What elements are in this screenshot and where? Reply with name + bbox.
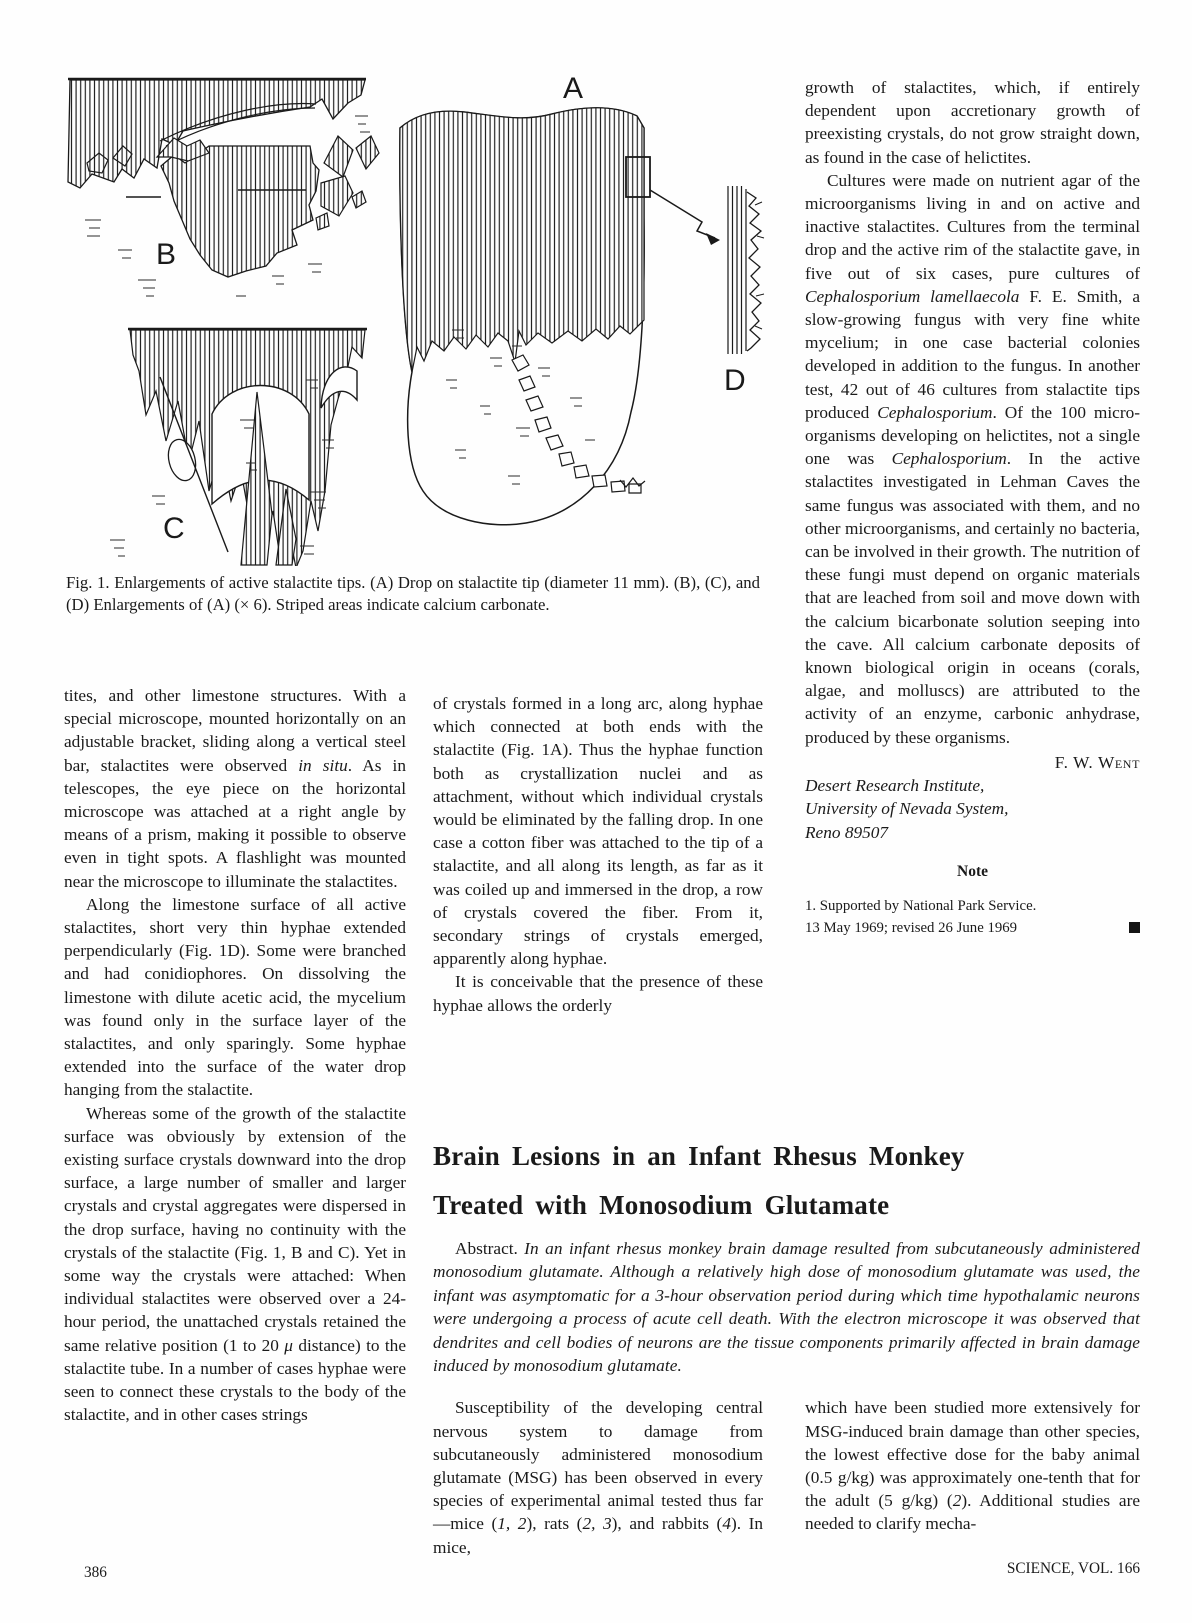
panel-label-c: C: [163, 512, 185, 545]
article2: [433, 1138, 1140, 1559]
panel-label-a: A: [563, 72, 584, 105]
panel-label-d: D: [724, 364, 746, 397]
article1-right-column: [805, 76, 1140, 939]
article2-title: [433, 1138, 1140, 1223]
figure-1: [60, 68, 765, 566]
article1-middle-column: [433, 692, 763, 1017]
article2-title-line1: Brain Lesions in an Infant Rhesus Monkey: [433, 1141, 965, 1171]
journal-footer: SCIENCE, VOL. 166: [1006, 1560, 1140, 1577]
article2-body-columns: [433, 1396, 1141, 1557]
figure-panel-d: [724, 186, 764, 397]
article2-abstract: Abstract. In an infant rhesus monkey brain damage resulted from subcutaneously administered monosodium glutamate. Although a relatively high dose of monosodium glutamate was used, the infant was asymptomatic for a 3-hour observation period during which time hypothalamic neurons were undergoing a process of acute cell death. With the electron microscope it was observed that dendrites and cell bodies of neurons are the tissue components primarily affected in brain damage induced by monosodium glutamate.: [433, 1239, 1140, 1376]
paragraph-a1-mid-2: It is conceivable that the presence of these hyphae allows the orderly: [433, 972, 763, 1015]
callout-arrow: [650, 190, 715, 238]
note-section: [805, 895, 1140, 939]
note-item: 1. Supported by National Park Service.: [805, 897, 1037, 914]
affiliation-line: Desert Research Institute,: [805, 776, 985, 796]
article2-title-line2: Treated with Monosodium Glutamate: [433, 1190, 890, 1220]
stalactite-wall-lines: [728, 186, 746, 354]
crystal-fragment: [316, 136, 379, 230]
paragraph-a1-left-1: tites, and other limestone structures. With a special microscope, mounted horizontally on an adjustable bracket, sliding along a vertical steel bar, stalactites were observed in situ. As in telescopes, the eye piece on the horizontal microscope was attached at a right angle by means of a prism, making it possible to observe even in tight spots. A flashlight was mounted near the microscope to illuminate the stalactites.: [64, 686, 406, 891]
callout-arrowhead: [706, 233, 720, 245]
paragraph-a1-left-2: Along the limestone surface of all active stalactites, short very thin hyphae extended perpendicularly (Fig. 1D). Some were branched and had conidiophores. On dissolving the limestone with dilute acetic acid, the mycelium was found only in the surface layer of the stalactites, and only sparingly. Some hyphae extended into the surface of the water drop hanging from the stalactite.: [64, 894, 406, 1100]
figure-1-drawing: [60, 68, 765, 566]
paragraph-a2-left-1: Susceptibility of the developing central nervous system to damage from subcutaneously administered monosodium glutamate (MSG) has been observed in every species of experimental animal tested thus far—mice (1, 2), rats (2, 3), and rabbits (4). In mice,: [433, 1398, 764, 1557]
note-section-heading: Note: [957, 862, 988, 880]
author-signature: F. W. Went: [1054, 752, 1140, 772]
end-of-article-marker: [1129, 922, 1140, 933]
stalactite-hatched: [400, 108, 644, 372]
crystal-inclusion: [164, 436, 199, 483]
article2-left-column: [433, 1396, 763, 1558]
affiliation-line: Reno 89507: [805, 822, 889, 842]
paragraph-a1-mid-1: of crystals formed in a long arc, along hyphae which connected at both ends with the stalactite (Fig. 1A). Thus the hyphae function both as crystallization nuclei and as attachment, without which individual crystals would be eliminated by the falling drop. In one case a cotton fiber was attached to the tip of a stalactite, and all along its length, as far as it was coiled up and immersed in the drop, a row of crystals covered the fiber. From it, secondary strings of crystals emerged, apparently along hyphae.: [433, 694, 763, 969]
panel-label-b: B: [156, 238, 177, 271]
paragraph-a1-right-1: growth of stalactites, which, if entirely dependent upon accretionary growth of preexisting crystals, do not grow straight down, as found in the case of helictites.: [805, 78, 1140, 167]
author-affiliation: [805, 774, 1140, 844]
paragraph-a1-left-3: Whereas some of the growth of the stalactite surface was obviously by extension of the existing surface crystals downward into the drop surface, a large number of smaller and larger crystals and crystal aggregates were dispersed in the drop surface, having no continuity with the crystals of the stalactite (Fig. 1, B and C). Yet in some way the crystals were attached: When individual stalactites were observed over a 24-hour period, the unattached crystals retained the same relative position (1 to 20 μ distance) to the stalactite tube. In a number of cases hyphae were seen to connect these crystals to the body of the stalactite, and in other cases strings: [64, 1103, 406, 1425]
note-dates: 13 May 1969; revised 26 June 1969: [805, 919, 1018, 936]
paragraph-a2-right-1: which have been studied more extensively for MSG-induced brain damage than other species, the lowest effective dose for the baby animal (0.5 g/kg) was approximately one-tenth that for the adult (5 g/kg) (2). Additional studies are needed to clarify mecha-: [805, 1398, 1141, 1534]
figure-1-caption: Fig. 1. Enlargements of active stalactite tips. (A) Drop on stalactite tip (diameter 11 mm). (B), (C), and (D) Enlargements of (A) (× 6). Striped areas indicate calcium carbonate.: [66, 573, 760, 614]
figure-panel-b: [68, 79, 379, 277]
crystal-blob: [161, 146, 319, 277]
hyphae-ticks: [755, 202, 764, 329]
paragraph-a1-right-2: Cultures were made on nutrient agar of the microorganisms living in and on active and inactive stalactites. Cultures from the terminal drop and the active rim of the stalactite gave, in five out of six cases, pure cultures of Cephalosporium lamellaecola F. E. Smith, a slow-growing fungus with very fine white mycelium; in one case bacterial colonies developed in addition to the fungus. In another test, 42 out of 46 cultures from stalactite tips produced Cephalosporium. Of the 100 micro-organisms developing on helictites, not a single one was Cephalosporium. In the active stalactites investigated in Lehman Caves the same fungus was associated with them, and no other microorganisms, and certainly no bacteria, can be involved in their growth. The nutrition of these fungi must depend on organic materials that are leached from soil and move down with the calcium bicarbonate solution seeping into the cave. All calcium carbonate deposits of known biological origin in oceans (corals, algae, and molluscs) are attributed to the activity of an enzyme, carbonic anhydrase, produced by these organisms.: [805, 170, 1140, 747]
note-dates-row: [805, 917, 1140, 939]
article2-right-column: [805, 1396, 1140, 1535]
figure-panel-a: [400, 72, 720, 525]
affiliation-line: University of Nevada System,: [805, 799, 1009, 819]
page-number: 386: [84, 1564, 107, 1581]
article1-left-column: [64, 684, 406, 1427]
